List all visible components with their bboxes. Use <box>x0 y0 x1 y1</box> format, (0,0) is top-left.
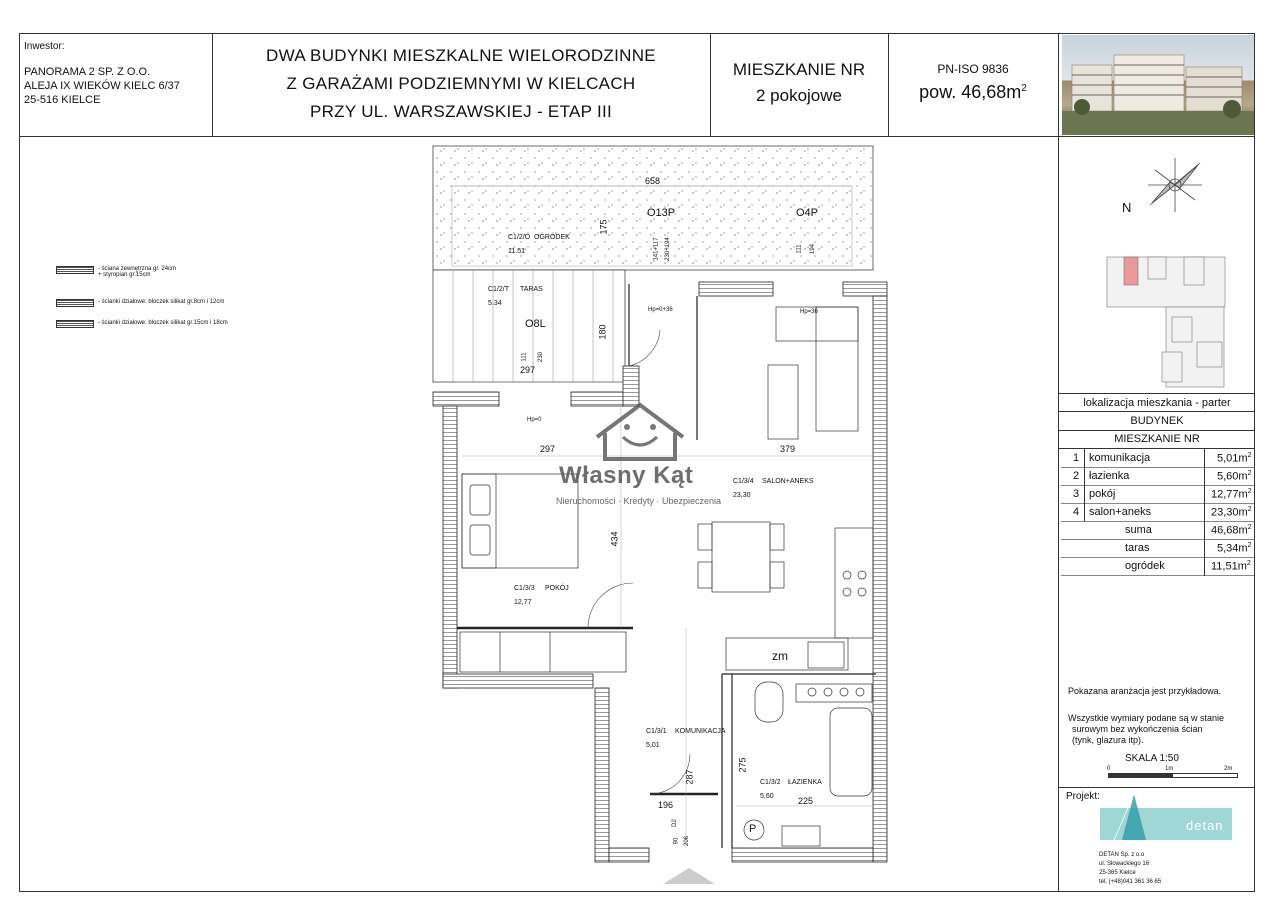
project-title-line: PRZY UL. WARSZAWSKIEJ - ETAP III <box>309 102 613 121</box>
project-title-line: Z GARAŻAMI PODZIEMNYMI W KIELCACH <box>286 74 636 93</box>
meter-cabinet-label: zm <box>772 649 788 663</box>
company-line: tel. (+48)041 361 36 65 <box>1099 879 1162 885</box>
dimension: 297 <box>540 444 556 454</box>
level-mark: Hp=0 <box>527 417 542 423</box>
scale-tick: 0 <box>1107 766 1111 772</box>
dimension: 180 <box>597 324 608 340</box>
legend-text: - ściana zewnętrzna gr. 24cm + styropian gr.15cm <box>98 266 177 278</box>
room-area: $5,60m^2$ <box>1217 470 1252 483</box>
total-area: $11,51m^2$ <box>1211 560 1251 573</box>
scale-tick: 1m <box>1165 766 1174 772</box>
room3-name: POKÓJ <box>545 585 569 592</box>
room2-name: ŁAZIENKA <box>788 779 822 786</box>
garden-code: C1/2/O <box>508 234 531 241</box>
legend-text: - ścianki działowe: bloczek silikat gr.8cm i 12cm <box>98 299 225 305</box>
room-area: $5,01m^2$ <box>1217 452 1252 465</box>
window-mark: O8L <box>525 318 546 330</box>
legend-text: - ścianki działowe: bloczek silikat gr.15cm i 18cm <box>98 320 228 326</box>
watermark-tagline: Nieruchomości · Kredyty · Ubezpieczenia <box>556 496 722 506</box>
total-name: suma <box>1125 524 1152 536</box>
garden-name: OGRÓDEK <box>534 234 570 241</box>
company-line: DETAN Sp. z o.o <box>1099 852 1145 858</box>
investor-line: 25-516 KIELCE <box>24 94 101 106</box>
garden-area: 11.51 <box>508 248 525 255</box>
window-dim: 141+117 <box>653 237 660 261</box>
dimension: 196 <box>658 800 674 810</box>
standard-label: PN-ISO 9836 <box>937 62 1009 76</box>
window-mark: O4P <box>796 207 819 219</box>
dimension: 175 <box>598 219 609 235</box>
window-mark: O13P <box>647 207 676 219</box>
dimension: 275 <box>737 757 748 773</box>
scale-label: SKALA 1:50 <box>1125 753 1179 764</box>
dimension: 287 <box>684 769 695 785</box>
room4-name: SALON+ANEKS <box>762 478 814 485</box>
investor-line: PANORAMA 2 SP. Z O.O. <box>24 66 151 78</box>
project-label: Projekt: <box>1066 791 1100 802</box>
window-dim: 111 <box>521 352 528 362</box>
door-mark: D2 <box>671 819 678 827</box>
location-apartment: MIESZKANIE NR <box>1114 433 1200 445</box>
door-mark: 90 <box>673 837 680 845</box>
window-dim: 194 <box>810 243 817 255</box>
room-num: 4 <box>1073 506 1080 518</box>
dims-note: Wszystkie wymiary podane są w stanie <box>1068 713 1225 723</box>
investor-label: Inwestor: <box>24 41 65 52</box>
dims-note: surowym bez wykończenia ścian <box>1072 724 1203 734</box>
company-line: 25-365 Kielce <box>1099 870 1136 876</box>
window-dim: 111 <box>796 244 803 254</box>
total-name: ogródek <box>1125 560 1165 572</box>
window-dim: 230 <box>538 351 545 363</box>
total-name: taras <box>1125 542 1150 554</box>
room-area: $12,77m^2$ <box>1211 488 1252 501</box>
total-area-value: pow. 46,68m <box>919 82 1022 102</box>
location-building: BUDYNEK <box>1130 415 1184 427</box>
room1-name: KOMUNIKACJA <box>675 728 726 735</box>
apartment-label: MIESZKANIE NR <box>732 60 866 79</box>
room2-area: 5,60 <box>760 793 774 800</box>
watermark-brand: Własny Kąt <box>559 462 694 489</box>
total-area-unit: 2 <box>1021 83 1027 94</box>
dimension: 658 <box>645 176 661 186</box>
dimension: 379 <box>780 444 796 454</box>
level-mark: Hp=36 <box>800 309 818 315</box>
level-mark: Hp=0+36 <box>648 307 673 313</box>
room3-area: 12,77 <box>514 599 532 606</box>
room2-code: C1/3/2 <box>760 779 781 786</box>
room-name: pokój <box>1089 488 1116 500</box>
room4-area: 23,30 <box>733 492 751 499</box>
scale-tick: 2m <box>1224 766 1233 772</box>
project-title-line: DWA BUDYNKI MIESZKALNE WIELORODZINNE <box>266 46 656 65</box>
room-area: $23,30m^2$ <box>1211 506 1252 519</box>
location-caption: lokalizacja mieszkania - parter <box>1083 397 1231 409</box>
room-num: 2 <box>1073 470 1080 482</box>
p-mark: P <box>749 823 757 835</box>
dimension: 225 <box>798 796 814 806</box>
investor-line: ALEJA IX WIEKÓW KIELC 6/37 <box>24 80 180 92</box>
compass-north-label: N <box>1122 200 1132 215</box>
room-num: 3 <box>1073 488 1080 500</box>
room1-code: C1/3/1 <box>646 728 667 735</box>
room-name: komunikacja <box>1089 452 1151 464</box>
room-name: salon+aneks <box>1089 506 1152 518</box>
dimension: 297 <box>520 365 536 375</box>
dimension: 434 <box>609 531 620 547</box>
room-num: 1 <box>1073 452 1080 464</box>
company-line: ul. Słowackiego 16 <box>1099 861 1150 867</box>
arrangement-note: Pokazana aranżacja jest przykładowa. <box>1068 686 1222 696</box>
window-dim: 230+194 <box>664 237 671 261</box>
detan-logo-text: detan <box>1186 818 1224 833</box>
apartment-rooms: 2 pokojowe <box>755 86 842 105</box>
total-area: $46,68m^2$ <box>1211 524 1252 537</box>
room-name: łazienka <box>1089 470 1130 482</box>
terrace-code: C1/2/T <box>488 286 510 293</box>
door-mark: 206 <box>684 835 691 847</box>
dims-note: (tynk, glazura itp). <box>1072 735 1144 745</box>
total-area: $5,34m^2$ <box>1217 542 1252 555</box>
room1-area: 5,01 <box>646 742 660 749</box>
terrace-name: TARAS <box>520 286 543 293</box>
room4-code: C1/3/4 <box>733 478 754 485</box>
room3-code: C1/3/3 <box>514 585 535 592</box>
terrace-area: 5.34 <box>488 300 502 307</box>
